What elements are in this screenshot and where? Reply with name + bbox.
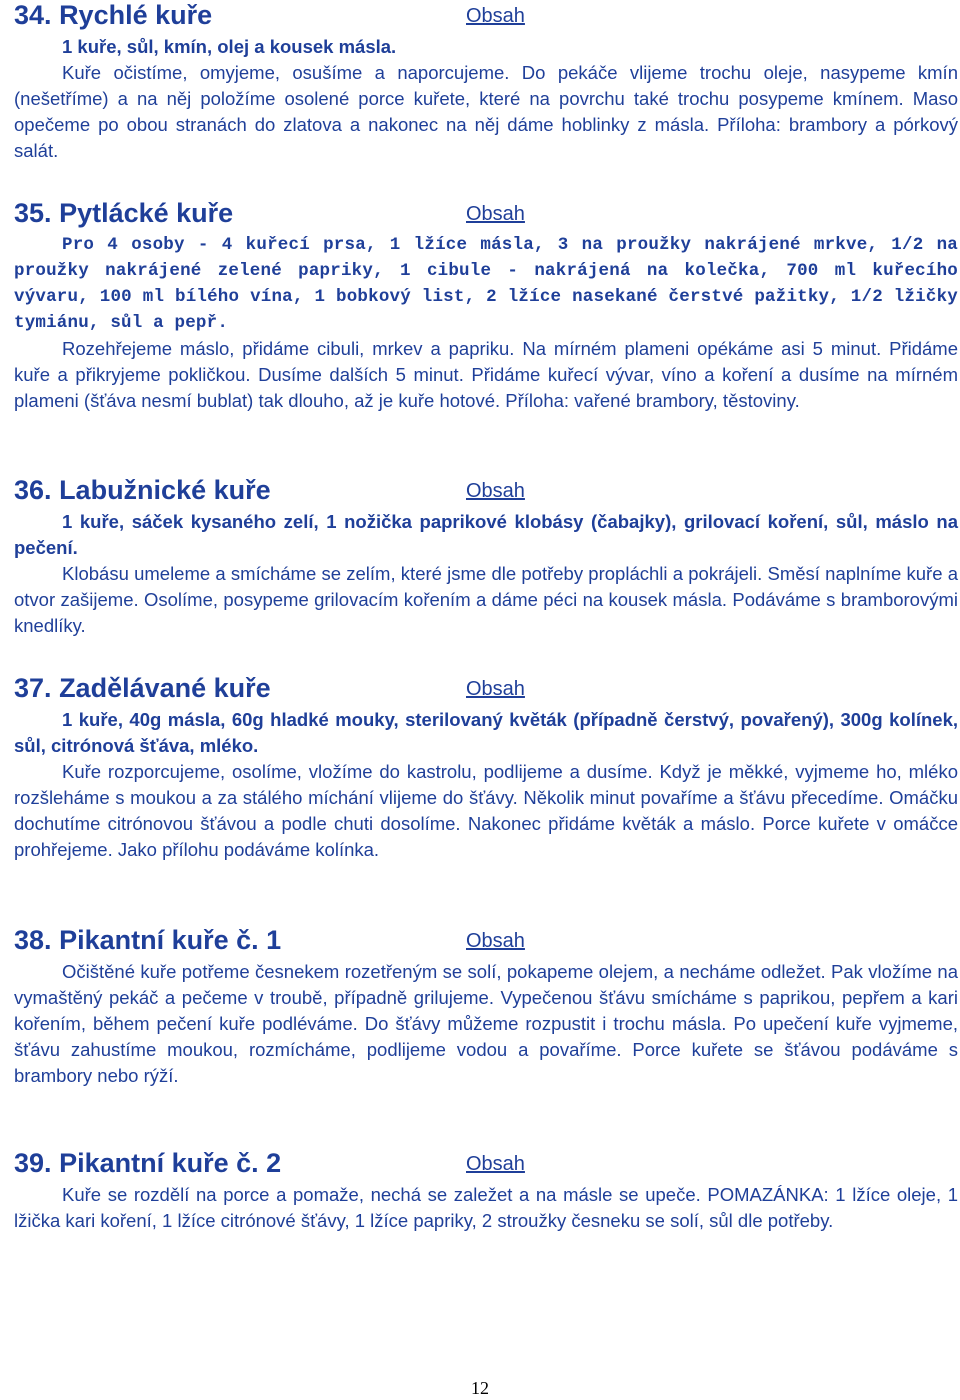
- toc-link[interactable]: Obsah: [466, 930, 525, 952]
- recipe-header: [14, 198, 958, 232]
- recipe-method: Klobásu umeleme a smícháme se zelím, které jsme dle potřeby propláchli a pokrájeli. Směsí naplníme kuře a otvor zašijeme. Osolíme, posypeme grilovacím kořením a dáme péci na kousek másla. Podáváme s bramborovými knedlíky.: [14, 563, 958, 636]
- recipe-title: 39. Pikantní kuře č. 2: [14, 1148, 282, 1178]
- recipe-method: Očištěné kuře potřeme česnekem rozetřeným se solí, pokapeme olejem, a necháme odležet. Pak vložíme na vymaštěný pekáč a pečeme v troubě, případně grilujeme. Vypečenou šťávu smícháme s paprikou, pepřem a kari kořením, během pečení kuře podléváme. Do šťávy můžeme rozpustit i trochu másla. Po upečení kuře vyjmeme, šťávu zahustíme moukou, rozmícháme, podlijeme vodou a povaříme. Porce kuřete se šťávou podáváme s brambory nebo rýží.: [14, 961, 958, 1086]
- recipe-header: [14, 475, 958, 509]
- recipe-36: [14, 475, 958, 639]
- recipe-method: Kuře očistíme, omyjeme, osušíme a naporcujeme. Do pekáče vlijeme trochu oleje, nasypeme kmín (nešetříme) a na něj položíme osolené porce kuřete, které na povrchu také trochu posypeme kmínem. Maso opečeme po obou stranách do zlatova a nakonec na něj dáme hoblinky z másla. Příloha: brambory a pórkový salát.: [14, 62, 958, 161]
- recipe-header: [14, 925, 958, 959]
- recipe-method: Kuře se rozdělí na porce a pomaže, nechá se zaležet a na másle se upeče. POMAZÁNKA: 1 lžíce oleje, 1 lžička kari koření, 1 lžíce citrónové šťávy, 1 lžíce papriky, 2 stroužky česneku se solí, sůl dle potřeby.: [14, 1184, 958, 1231]
- recipe-title: 36. Labužnické kuře: [14, 475, 271, 505]
- recipe-34: [14, 0, 958, 164]
- recipe-ingredients: Pro 4 osoby - 4 kuřecí prsa, 1 lžíce másla, 3 na proužky nakrájené mrkve, 1/2 na proužky nakrájené zelené papriky, 1 cibule - nakrájená na kolečka, 700 ml kuřecího vývaru, 100 ml bílého vína, 1 bobkový list, 2 lžíce nasekané čerstvé pažitky, 1/2 lžičky tymiánu, sůl a pepř.: [14, 235, 958, 333]
- toc-link[interactable]: Obsah: [466, 1153, 525, 1175]
- toc-link[interactable]: Obsah: [466, 203, 525, 225]
- toc-link[interactable]: Obsah: [466, 5, 525, 27]
- recipe-38: [14, 925, 958, 1089]
- recipe-ingredients: 1 kuře, sáček kysaného zelí, 1 nožička paprikové klobásy (čabajky), grilovací koření, sůl, máslo na pečení.: [14, 511, 958, 558]
- recipe-method: Kuře rozporcujeme, osolíme, vložíme do kastrolu, podlijeme a dusíme. Když je měkké, vyjmeme ho, mléko rozšleháme s moukou a za stálého míchání vlijeme do šťávy. Několik minut povaříme a šťávu přecedíme. Omáčku dochutíme citrónovou šťávou a podle chuti dosolíme. Nakonec přidáme květák a máslo. Porce kuřete v omáčce prohřejeme. Jako přílohu podáváme kolínka.: [14, 761, 958, 860]
- page-number: 12: [471, 1378, 489, 1398]
- recipe-header: [14, 1148, 958, 1182]
- recipe-ingredients: 1 kuře, sůl, kmín, olej a kousek másla.: [62, 36, 397, 57]
- recipe-header: [14, 0, 958, 34]
- recipe-35: [14, 198, 958, 414]
- recipe-title: 38. Pikantní kuře č. 1: [14, 925, 282, 955]
- toc-link[interactable]: Obsah: [466, 678, 525, 700]
- recipe-title: 35. Pytlácké kuře: [14, 198, 234, 228]
- recipe-method: Rozehřejeme máslo, přidáme cibuli, mrkev a papriku. Na mírném plameni opékáme asi 5 minut. Přidáme kuře a přikryjeme pokličkou. Dusíme dalších 5 minut. Přidáme kuřecí vývar, víno a koření a dusíme na mírném plameni (šťáva nesmí bublat) tak dlouho, až je kuře hotové. Příloha: vařené brambory, těstoviny.: [14, 338, 958, 411]
- recipe-ingredients: 1 kuře, 40g másla, 60g hladké mouky, sterilovaný květák (případně čerstvý, povařený), 300g kolínek, sůl, citrónová šťáva, mléko.: [14, 709, 958, 756]
- toc-link[interactable]: Obsah: [466, 480, 525, 502]
- recipe-header: [14, 673, 958, 707]
- recipe-39: [14, 1148, 958, 1234]
- recipe-title: 37. Zadělávané kuře: [14, 673, 271, 703]
- recipe-title: 34. Rychlé kuře: [14, 0, 213, 30]
- recipe-37: [14, 673, 958, 863]
